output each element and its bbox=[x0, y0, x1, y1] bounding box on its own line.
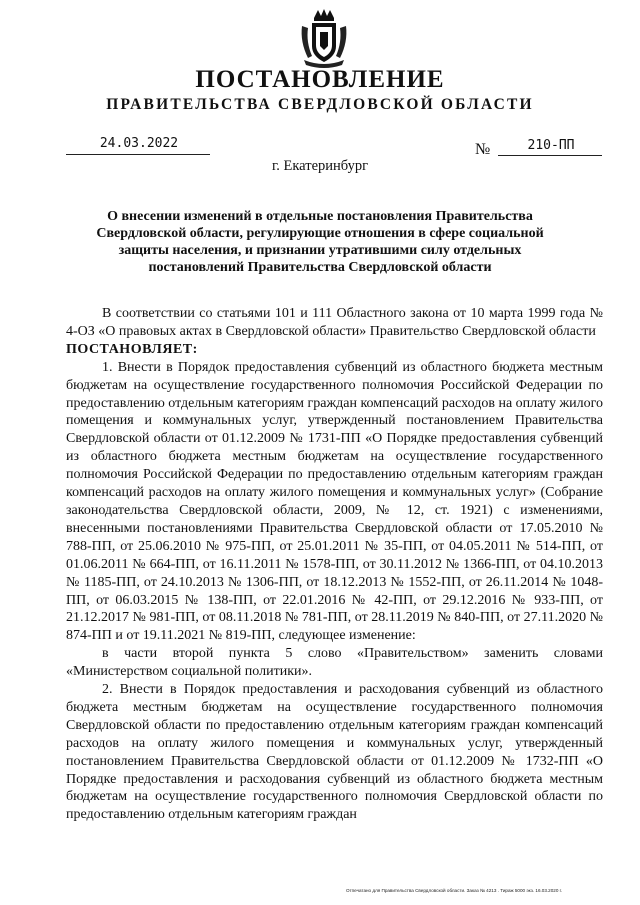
item-1-change-paragraph: в части второй пункта 5 слово «Правительством» заменить словами «Министерством социальной политики». bbox=[66, 646, 603, 680]
document-title: ПОСТАНОВЛЕНИЕ bbox=[195, 66, 445, 93]
number-sign: № bbox=[475, 141, 491, 158]
document-date: 24.03.2022 bbox=[99, 136, 179, 151]
date-underline bbox=[66, 154, 210, 155]
number-underline bbox=[498, 155, 602, 156]
print-footer: Отпечатано для Правительства Свердловской области. Заказ № 4213 . Тираж 5000 экз. 16.03.2020 г. bbox=[346, 888, 563, 893]
item-2-paragraph: 2. Внести в Порядок предоставления и расходования субвенций из областного бюджета местным бюджетам на осуществление государственного полномочия Свердловской области по предоставлению отдельным категориям граждан компенсаций расходов на оплату жилого помещения и коммунальных услуг, утвержденный постановлением Правительства Свердловской области от 01.12.2009 № 1732-ПП «О Порядке предоставления и расходования субвенций из областного бюджета местным бюджетам на осуществление государственного полномочия Свердловской области по предоставлению отдельным категориям граждан bbox=[66, 682, 603, 823]
preamble-paragraph: В соответствии со статьями 101 и 111 Областного закона от 10 марта 1999 года № 4-ОЗ «О правовых актах в Свердловской области» Правительство Свердловской области bbox=[66, 306, 603, 339]
resolution-heading: О внесении изменений в отдельные постановления Правительства Свердловской области, регулирующие отношения в сфере социальной защиты населения, и признании утратившими силу отдельных постановлений Правительства Свердловской области bbox=[96, 209, 544, 275]
document-number: 210-ПП bbox=[527, 138, 575, 153]
city-label: г. Екатеринбург bbox=[271, 158, 369, 174]
resolve-label: ПОСТАНОВЛЯЕТ: bbox=[66, 341, 198, 357]
coat-of-arms-icon bbox=[298, 8, 350, 70]
item-1-paragraph: 1. Внести в Порядок предоставления субвенций из областного бюджета местным бюджетам на осуществление государственного полномочия Российской Федерации по предоставлению отдельным категориям граждан компенсаций расходов на оплату жилого помещения и коммунальных услуг, утвержденный постановлением Правительства Свердловской области от 01.12.2009 № 1731-ПП «О Порядке предоставления субвенций из областного бюджета местным бюджетам на осуществление государственного полномочия Российской Федерации по предоставлению отдельным категориям граждан компенсаций расходов на оплату жилого помещения и коммунальных услуг» (Собрание законодательства Свердловской области, 2009, № 12, ст. 1921) с изменениями, внесенными постановлениями Правительства Свердловской области от 17.05.2010 № 788-ПП, от 25.06.2010 № 975-ПП, от 25.01.2011 № 35-ПП, от 04.05.2011 № 514-ПП, от 01.06.2011 № 664-ПП, от 16.11.2011 № 1578-ПП, от 30.11.2012 № 1366-ПП, от 04.10.2013 № 1185-ПП, от 24.10.2013 № 1306-ПП, от 18.12.2013 № 1552-ПП, от 26.11.2014 № 1048-ПП, от 06.03.2015 № 138-ПП, от 22.01.2016 № 42-ПП, от 29.12.2016 № 933-ПП, от 21.12.2017 № 981-ПП, от 08.11.2018 № 781-ПП, от 28.11.2019 № 840-ПП, от 27.11.2020 № 874-ПП и от 19.11.2021 № 819-ПП, следующее изменение: bbox=[66, 359, 603, 644]
document-subtitle: ПРАВИТЕЛЬСТВА СВЕРДЛОВСКОЙ ОБЛАСТИ bbox=[106, 96, 534, 113]
document-body bbox=[66, 305, 603, 824]
